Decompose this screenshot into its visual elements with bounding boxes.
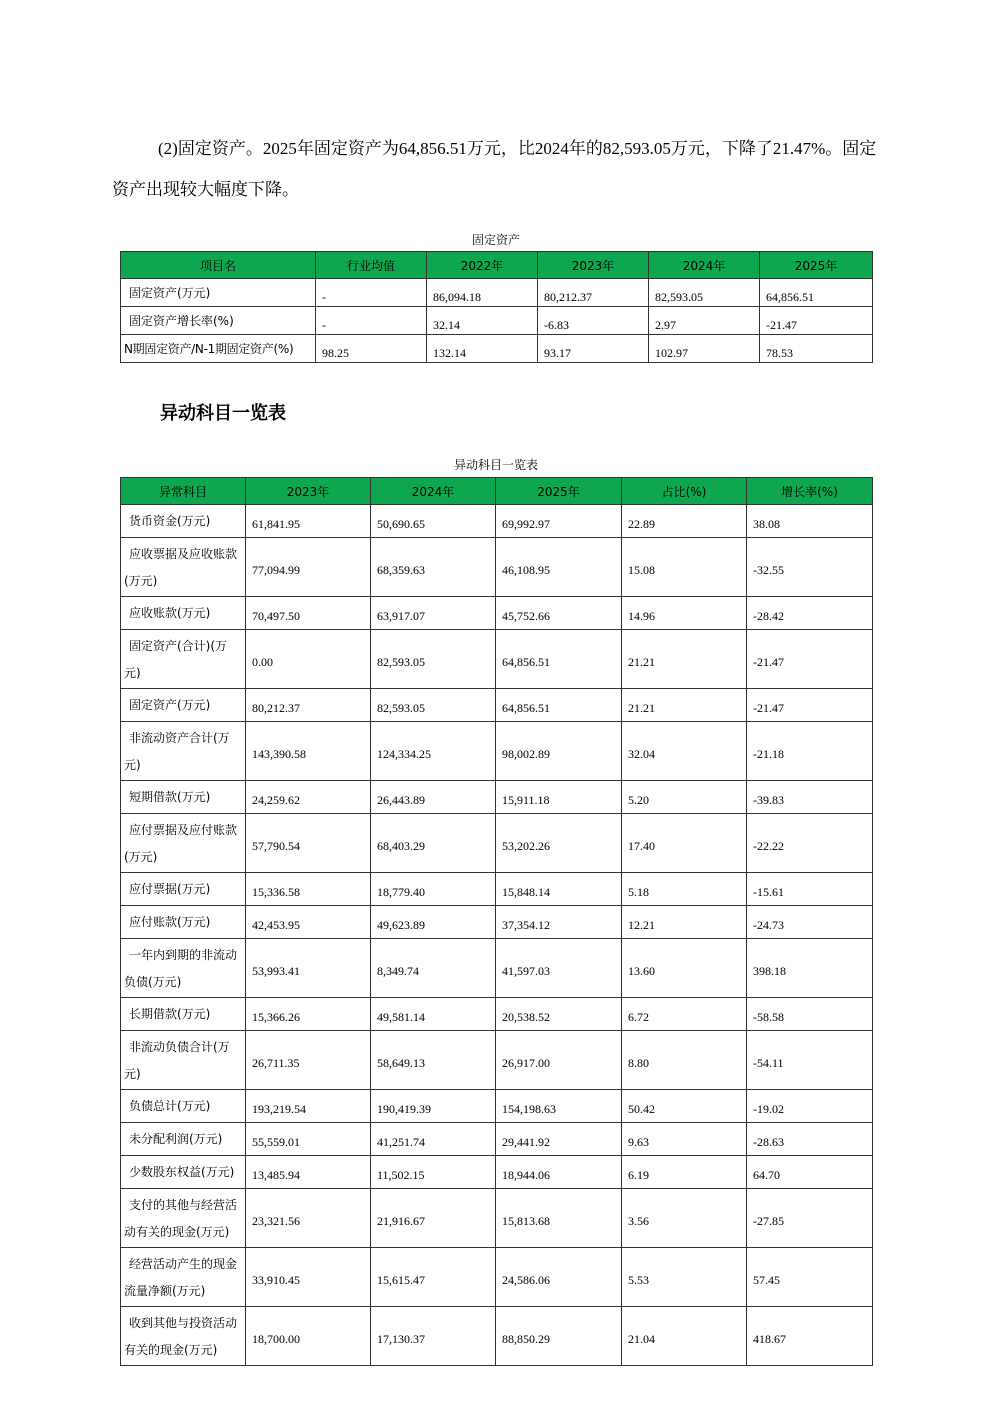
table-cell: 8,349.74 (371, 939, 496, 998)
row-label-text: 固定资产(万元) (129, 698, 211, 712)
table-cell: 98.25 (316, 335, 427, 363)
table-cell: 26,917.00 (496, 1031, 622, 1090)
table-cell: 18,944.06 (496, 1156, 622, 1189)
header-cell: 2025年 (760, 252, 873, 279)
header-cell: 占比(%) (622, 478, 747, 505)
table-cell: 20,538.52 (496, 998, 622, 1031)
row-label-text: 非流动负债合计(万元) (124, 1039, 230, 1081)
table-cell: 5.18 (622, 873, 747, 906)
row-label-text: 货币资金(万元) (129, 514, 211, 528)
table-cell: 132.14 (427, 335, 538, 363)
table-cell: 37,354.12 (496, 906, 622, 939)
table-cell: -6.83 (538, 307, 649, 335)
table-cell: 9.63 (622, 1123, 747, 1156)
header-cell: 项目名 (121, 252, 316, 279)
row-label (121, 1123, 246, 1156)
row-label-text: 应收账款(万元) (129, 606, 211, 620)
table-cell: 64,856.51 (496, 630, 622, 689)
table-cell: 86,094.18 (427, 279, 538, 307)
table-cell: 32.04 (622, 722, 747, 781)
table-cell: 11,502.15 (371, 1156, 496, 1189)
table-cell: 15.08 (622, 538, 747, 597)
row-label: 固定资产(万元) (121, 279, 316, 307)
header-cell: 2023年 (246, 478, 371, 505)
table-row (121, 939, 873, 998)
table-cell: 80,212.37 (538, 279, 649, 307)
table-cell: 124,334.25 (371, 722, 496, 781)
table-cell: -24.73 (747, 906, 873, 939)
table-cell: 5.20 (622, 781, 747, 814)
table2-caption: 异动科目一览表 (453, 458, 538, 472)
header-cell: 2024年 (371, 478, 496, 505)
row-label (121, 1248, 246, 1307)
table-row (121, 906, 873, 939)
table-cell: 64,856.51 (760, 279, 873, 307)
table-row (121, 1123, 873, 1156)
table-cell: 41,251.74 (371, 1123, 496, 1156)
table-row (121, 998, 873, 1031)
table-cell: 49,581.14 (371, 998, 496, 1031)
table-cell: 13,485.94 (246, 1156, 371, 1189)
row-label-text: 应付账款(万元) (129, 915, 211, 929)
table-cell: 15,911.18 (496, 781, 622, 814)
table-cell: 5.53 (622, 1248, 747, 1307)
table-cell: 38.08 (747, 505, 873, 538)
table1-caption: 固定资产 (471, 233, 520, 247)
table-cell: 57,790.54 (246, 814, 371, 873)
row-label-text: 应付票据及应付账款(万元) (124, 822, 238, 864)
table-cell: -15.61 (747, 873, 873, 906)
row-label (121, 1307, 246, 1366)
table-row (121, 335, 873, 363)
anomaly-items-table (120, 477, 873, 1366)
table-cell: 18,700.00 (246, 1307, 371, 1366)
table-cell: 23,321.56 (246, 1189, 371, 1248)
table-cell: 15,813.68 (496, 1189, 622, 1248)
table-cell: 143,390.58 (246, 722, 371, 781)
table-cell: 57.45 (747, 1248, 873, 1307)
row-label-text: 长期借款(万元) (129, 1007, 211, 1021)
table-row (121, 781, 873, 814)
table-row (121, 307, 873, 335)
table-cell: 77,094.99 (246, 538, 371, 597)
row-label (121, 939, 246, 998)
table-cell: 15,848.14 (496, 873, 622, 906)
row-label (121, 1031, 246, 1090)
row-label-text: 固定资产(合计)(万元) (124, 638, 228, 680)
table-cell: 6.19 (622, 1156, 747, 1189)
table-row (121, 814, 873, 873)
table-cell: 53,202.26 (496, 814, 622, 873)
table-cell: 13.60 (622, 939, 747, 998)
table-row (121, 722, 873, 781)
row-label (121, 781, 246, 814)
header-cell: 2025年 (496, 478, 622, 505)
table-cell: 26,711.35 (246, 1031, 371, 1090)
table-cell: 0.00 (246, 630, 371, 689)
table-cell: 64,856.51 (496, 689, 622, 722)
table-cell: 18,779.40 (371, 873, 496, 906)
row-label (121, 538, 246, 597)
table-cell: 2.97 (649, 307, 760, 335)
table-cell: -21.18 (747, 722, 873, 781)
table-cell: 64.70 (747, 1156, 873, 1189)
table-cell: 80,212.37 (246, 689, 371, 722)
table-cell: 69,992.97 (496, 505, 622, 538)
row-label-text: 收到其他与投资活动有关的现金(万元) (124, 1315, 238, 1357)
table-cell: -32.55 (747, 538, 873, 597)
table-row (121, 279, 873, 307)
table-cell: 21,916.67 (371, 1189, 496, 1248)
table-cell: 102.97 (649, 335, 760, 363)
row-label-text: 应付票据(万元) (129, 882, 211, 896)
table-cell: 32.14 (427, 307, 538, 335)
row-label (121, 1090, 246, 1123)
table-cell: 93.17 (538, 335, 649, 363)
table-cell: 50,690.65 (371, 505, 496, 538)
table-cell: 78.53 (760, 335, 873, 363)
table-cell: -21.47 (760, 307, 873, 335)
row-label-text: 支付的其他与经营活动有关的现金(万元) (124, 1197, 238, 1239)
table-header-row (121, 252, 873, 279)
table-cell: 49,623.89 (371, 906, 496, 939)
table-row (121, 538, 873, 597)
table-row (121, 689, 873, 722)
table-cell: 190,419.39 (371, 1090, 496, 1123)
header-cell: 增长率(%) (747, 478, 873, 505)
table-cell: 15,366.26 (246, 998, 371, 1031)
row-label (121, 906, 246, 939)
table-cell: 26,443.89 (371, 781, 496, 814)
row-label (121, 1189, 246, 1248)
table-cell: -22.22 (747, 814, 873, 873)
table-row (121, 597, 873, 630)
row-label-text: 经营活动产生的现金流量净额(万元) (124, 1256, 238, 1298)
row-label-text: 负债总计(万元) (129, 1099, 211, 1113)
table-cell: 33,910.45 (246, 1248, 371, 1307)
table-row (121, 630, 873, 689)
row-label-text: 短期借款(万元) (129, 790, 211, 804)
table-row (121, 505, 873, 538)
table-cell: 88,850.29 (496, 1307, 622, 1366)
table-cell: 21.21 (622, 689, 747, 722)
table-cell: 63,917.07 (371, 597, 496, 630)
row-label: 固定资产增长率(%) (121, 307, 316, 335)
row-label (121, 873, 246, 906)
table-cell: - (316, 307, 427, 335)
fixed-assets-table (120, 251, 873, 363)
row-label (121, 998, 246, 1031)
table-cell: -27.85 (747, 1189, 873, 1248)
table-cell: 6.72 (622, 998, 747, 1031)
table-cell: 46,108.95 (496, 538, 622, 597)
table-cell: 61,841.95 (246, 505, 371, 538)
table-cell: 418.67 (747, 1307, 873, 1366)
row-label (121, 722, 246, 781)
anomaly-table-body (121, 505, 873, 1366)
header-cell: 异常科目 (121, 478, 246, 505)
table-row (121, 1156, 873, 1189)
table-cell: 41,597.03 (496, 939, 622, 998)
table-cell: 154,198.63 (496, 1090, 622, 1123)
row-label-text: 应收票据及应收账款(万元) (124, 546, 238, 588)
table-cell: 398.18 (747, 939, 873, 998)
row-label-text: 一年内到期的非流动负债(万元) (124, 947, 238, 989)
table-cell: 24,259.62 (246, 781, 371, 814)
table-cell: -28.42 (747, 597, 873, 630)
table-cell: 15,615.47 (371, 1248, 496, 1307)
row-label-text: 少数股东权益(万元) (129, 1165, 235, 1179)
table-cell: 3.56 (622, 1189, 747, 1248)
row-label (121, 630, 246, 689)
table-cell: 21.04 (622, 1307, 747, 1366)
table-cell: -28.63 (747, 1123, 873, 1156)
table-cell: 42,453.95 (246, 906, 371, 939)
table-cell: 53,993.41 (246, 939, 371, 998)
table-cell: 82,593.05 (371, 630, 496, 689)
table-cell: -58.58 (747, 998, 873, 1031)
header-cell: 2023年 (538, 252, 649, 279)
table-cell: 14.96 (622, 597, 747, 630)
row-label (121, 689, 246, 722)
table-cell: 193,219.54 (246, 1090, 371, 1123)
table-cell: 82,593.05 (649, 279, 760, 307)
row-label (121, 1156, 246, 1189)
table-cell: 21.21 (622, 630, 747, 689)
row-label: N期固定资产/N-1期固定资产(%) (121, 335, 316, 363)
table-cell: 15,336.58 (246, 873, 371, 906)
row-label-text: 未分配利润(万元) (129, 1132, 223, 1146)
table-cell: 22.89 (622, 505, 747, 538)
table-cell: 55,559.01 (246, 1123, 371, 1156)
table-cell: -21.47 (747, 630, 873, 689)
table-cell: 50.42 (622, 1090, 747, 1123)
table-cell: 12.21 (622, 906, 747, 939)
table-cell: 24,586.06 (496, 1248, 622, 1307)
table-row (121, 873, 873, 906)
header-cell: 行业均值 (316, 252, 427, 279)
section-heading: 异动科目一览表 (160, 403, 286, 424)
table-cell: 68,359.63 (371, 538, 496, 597)
table-row (121, 1090, 873, 1123)
table-cell: 58,649.13 (371, 1031, 496, 1090)
table-cell: 17.40 (622, 814, 747, 873)
table-cell: -39.83 (747, 781, 873, 814)
row-label (121, 505, 246, 538)
table-cell: 8.80 (622, 1031, 747, 1090)
row-label-text: 非流动资产合计(万元) (124, 730, 230, 772)
table-cell: 70,497.50 (246, 597, 371, 630)
row-label (121, 814, 246, 873)
table-cell: 68,403.29 (371, 814, 496, 873)
table-cell: 98,002.89 (496, 722, 622, 781)
table-cell: -54.11 (747, 1031, 873, 1090)
header-cell: 2022年 (427, 252, 538, 279)
row-label (121, 597, 246, 630)
table-cell: - (316, 279, 427, 307)
table-cell: -21.47 (747, 689, 873, 722)
table-cell: -19.02 (747, 1090, 873, 1123)
table-cell: 82,593.05 (371, 689, 496, 722)
table-header-row (121, 478, 873, 505)
table-cell: 45,752.66 (496, 597, 622, 630)
table-cell: 29,441.92 (496, 1123, 622, 1156)
table-row (121, 1189, 873, 1248)
header-cell: 2024年 (649, 252, 760, 279)
table-cell: 17,130.37 (371, 1307, 496, 1366)
fixed-assets-paragraph: (2)固定资产。2025年固定资产为64,856.51万元，比2024年的82,593.05万元，下降了21.47%。固定资产出现较大幅度下降。 (112, 139, 877, 199)
table-row (121, 1307, 873, 1366)
table-row (121, 1248, 873, 1307)
table-row (121, 1031, 873, 1090)
